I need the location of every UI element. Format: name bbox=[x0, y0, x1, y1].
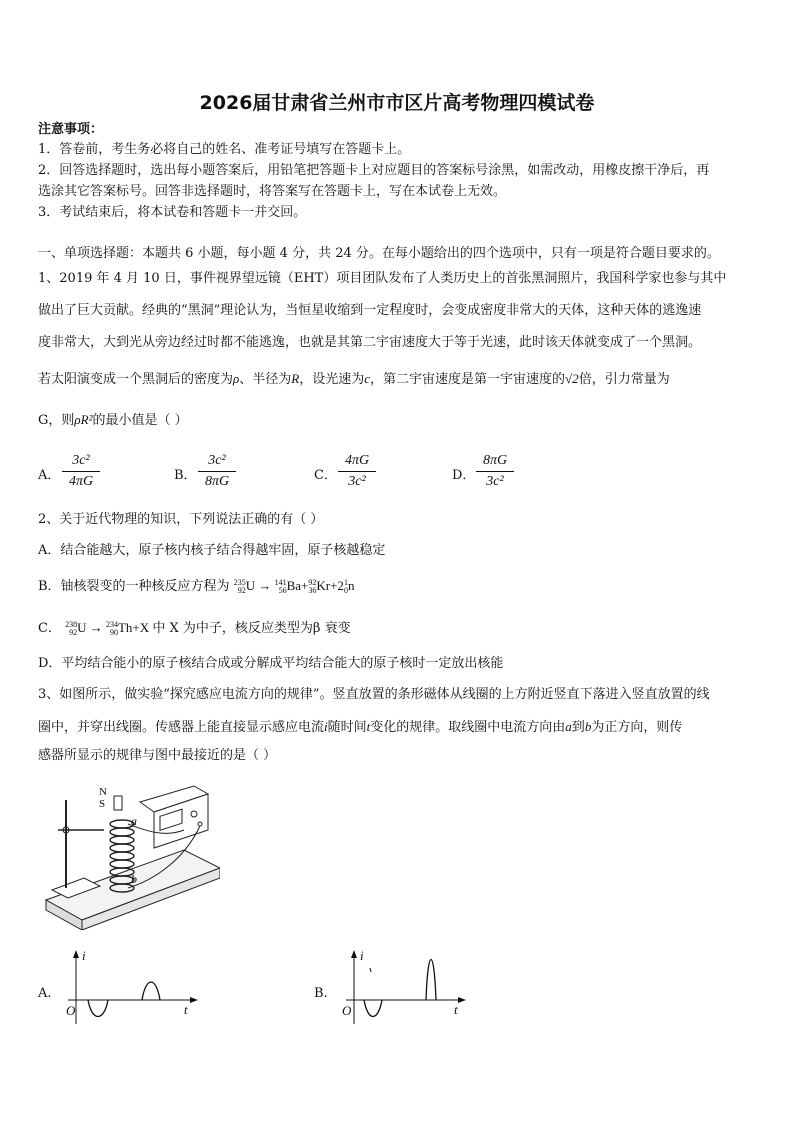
q3-line-2: 圈中，并穿出线圈。传感器上能直接显示感应电流i随时间t变化的规律。取线圈中电流方向由a到b为正方向，则传 bbox=[38, 719, 683, 735]
notice-heading: 注意事项： bbox=[38, 122, 104, 137]
coil-terminal-a-label: a bbox=[131, 814, 137, 828]
q1-option-a-fraction: 3c² 4πG bbox=[62, 452, 100, 491]
magnet-north-label: N bbox=[99, 786, 107, 798]
q1-option-d-label: D． bbox=[452, 468, 476, 483]
q1-line-3: 度非常大，大到光从旁边经过时都不能逃逸，也就是其第二宇宙速度大于等于光速，此时该天体就变成了一个黑洞。 bbox=[38, 335, 702, 350]
coil-terminal-b-label: b bbox=[131, 872, 137, 886]
rho-r2-expression: ρR² bbox=[74, 412, 93, 427]
q2-option-b: B．铀核裂变的一种核反应方程为 235 92U → 141 56Ba+92 36Kr+21 0n bbox=[38, 578, 355, 596]
q1-option-b-fraction: 3c² 8πG bbox=[198, 452, 236, 491]
q1-option-a-label: A． bbox=[38, 468, 61, 483]
q1-line-1: 1、2019 年 4 月 10 日，事件视界望远镜（EHT）项目团队发布了人类历史上的首张黑洞照片，我国科学家也参与其中 bbox=[38, 271, 727, 286]
q1-line-5: G，则ρR²的最小值是（ ） bbox=[38, 412, 188, 428]
graph-a-origin-label: O bbox=[66, 1003, 76, 1018]
rho-symbol: ρ bbox=[233, 371, 240, 386]
q3-option-a-label: A. bbox=[38, 986, 52, 1001]
experiment-figure bbox=[44, 780, 220, 930]
q1-option-b-label: B． bbox=[174, 468, 197, 483]
decay-equation: 238 92U → 234 90Th+X bbox=[65, 620, 153, 638]
notice-item-2-cont: 选涂其它答案标号。回答非选择题时，将答案写在答题卡上，写在本试卷上无效。 bbox=[38, 184, 507, 199]
graph-a-i-label: i bbox=[82, 948, 86, 963]
q3-line-3: 感器所显示的规律与图中最接近的是（ ） bbox=[38, 748, 277, 763]
notice-item-2: 2．回答选择题时，选出每小题答案后，用铅笔把答题卡上对应题目的答案标号涂黑，如需改动，用橡皮擦干净后，再 bbox=[38, 163, 710, 178]
graph-b-t-label: t bbox=[454, 1002, 458, 1017]
notice-item-3: 3．考试结束后，将本试卷和答题卡一并交回。 bbox=[38, 205, 307, 220]
graph-b-i-label: i bbox=[360, 948, 364, 963]
radius-symbol: R bbox=[291, 371, 300, 386]
q2-option-c: C． 238 92U → 234 90Th+X 中 X 为中子，核反应类型为β 衰变 bbox=[38, 620, 351, 638]
q1-option-c-fraction: 4πG 3c² bbox=[338, 452, 376, 491]
q2-stem: 2、关于近代物理的知识，下列说法正确的有（ ） bbox=[38, 512, 324, 527]
magnet-south-label: S bbox=[99, 798, 106, 810]
fission-equation: 235 92U → 141 56Ba+92 36Kr+21 0n bbox=[233, 578, 355, 596]
q2-option-a: A．结合能越大，原子核内核子结合得越牢固，原子核越稳定 bbox=[38, 543, 386, 558]
q3-line-1: 3、如图所示，做实验“探究感应电流方向的规律”。竖直放置的条形磁体从线圈的上方附近竖直下落进入竖直放置的线 bbox=[38, 687, 710, 702]
notice-item-1: 1．答卷前，考生务必将自己的姓名、准考证号填写在答题卡上。 bbox=[38, 142, 411, 157]
q2-option-d: D．平均结合能小的原子核结合成或分解成平均结合能大的原子核时一定放出核能 bbox=[38, 656, 504, 671]
graph-b-origin-label: O bbox=[342, 1003, 352, 1018]
page-title: 2026届甘肃省兰州市市区片高考物理四模试卷 bbox=[199, 92, 595, 114]
sqrt2-symbol: √2 bbox=[565, 371, 579, 386]
q3-option-b-label: B. bbox=[314, 986, 328, 1001]
q1-line-4: 若太阳演变成一个黑洞后的密度为ρ、半径为R，设光速为c，第二宇宙速度是第一宇宙速度的√2倍，引力常量为 bbox=[38, 371, 670, 387]
graph-a-t-label: t bbox=[184, 1002, 188, 1017]
light-speed-symbol: c bbox=[364, 371, 371, 386]
q1-option-d-fraction: 8πG 3c² bbox=[476, 452, 514, 491]
q1-option-c-label: C． bbox=[314, 468, 337, 483]
q1-line-2: 做出了巨大贡献。经典的“黑洞”理论认为，当恒星收缩到一定程度时，会变成密度非常大的天体，这种天体的逃逸速 bbox=[38, 303, 702, 318]
section-heading: 一、单项选择题：本题共 6 小题，每小题 4 分，共 24 分。在每小题给出的四个选项中，只有一项是符合题目要求的。 bbox=[38, 246, 720, 261]
